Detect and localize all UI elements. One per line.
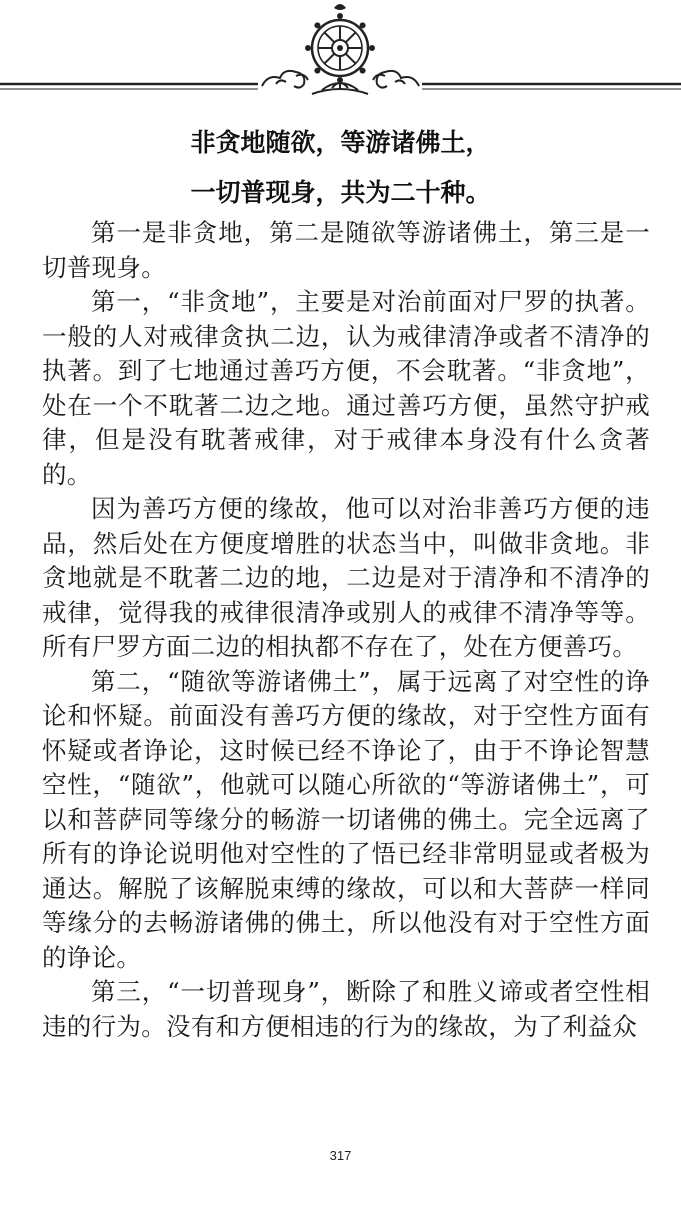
- paragraph: 第三，“一切普现身”，断除了和胜义谛或者空性相违的行为。没有和方便相违的行为的缘故，为了利益众: [42, 977, 650, 1041]
- dharma-wheel-icon: [305, 4, 375, 83]
- header-ornament: [0, 0, 681, 110]
- paragraph: 因为善巧方便的缘故，他可以对治非善巧方便的违品，然后处在方便度增胜的状态当中，叫做非贪地。非贪地就是不耽著二边的地，二边是对于清净和不清净的戒律，觉得我的戒律很清净或别人的戒律不清净等等。所有尸罗方面二边的相执都不存在了，处在方便善巧。: [42, 494, 650, 661]
- title-line-1: 非贪地随欲，等游诸佛土，: [190, 128, 491, 157]
- body-text: [42, 216, 650, 1044]
- section-title: [0, 118, 681, 218]
- paragraph: 第一，“非贪地”，主要是对治前面对尸罗的执著。一般的人对戒律贪执二边，认为戒律清净或者不清净的执著。到了七地通过善巧方便，不会耽著。“非贪地”，处在一个不耽著二边之地。通过善巧方便，虽然守护戒律，但是没有耽著戒律，对于戒律本身没有什么贪著的。: [42, 287, 650, 489]
- title-line-2: 一切普现身，共为二十种。: [190, 178, 491, 207]
- page-number: 317: [329, 1148, 352, 1163]
- paragraph: 第一是非贪地，第二是随欲等游诸佛土，第三是一切普现身。: [42, 218, 650, 282]
- paragraph: 第二，“随欲等游诸佛土”，属于远离了对空性的诤论和怀疑。前面没有善巧方便的缘故，对于空性方面有怀疑或者诤论，这时候已经不诤论了，由于不诤论智慧空性，“随欲”，他就可以随心所欲的“等游诸佛土”，可以和菩萨同等缘分的畅游一切诸佛的佛土。完全远离了所有的诤论说明他对空性的了悟已经非常明显或者极为通达。解脱了该解脱束缚的缘故，可以和大菩萨一样同等缘分的去畅游诸佛的佛土，所以他没有对于空性方面的诤论。: [42, 666, 650, 972]
